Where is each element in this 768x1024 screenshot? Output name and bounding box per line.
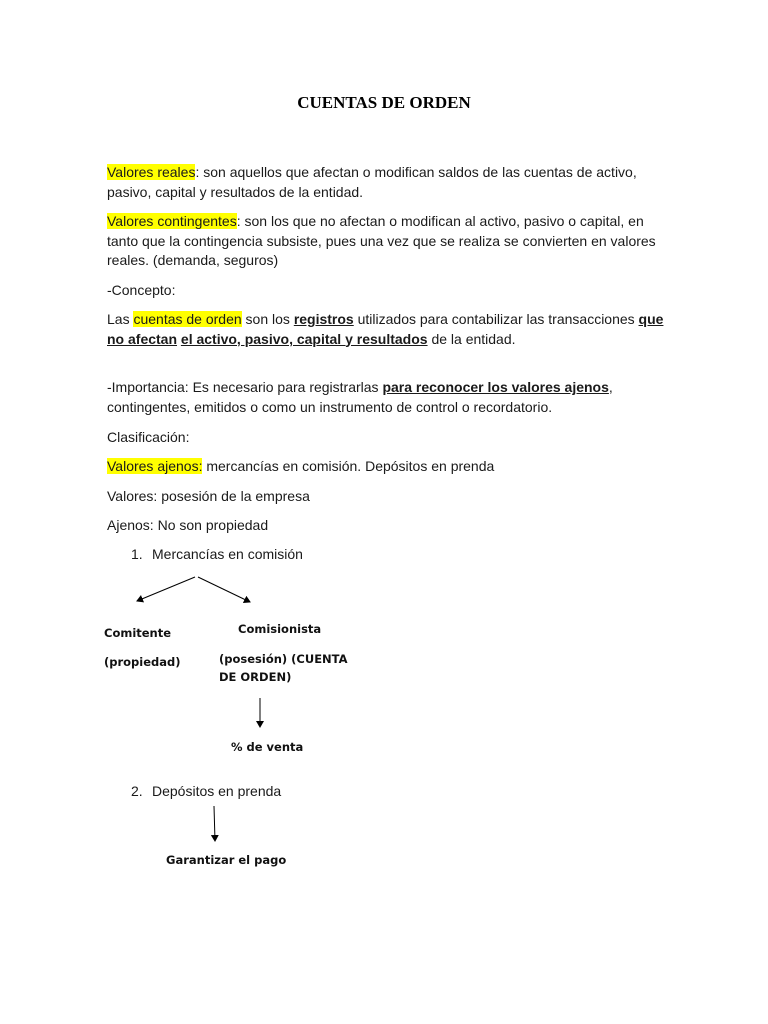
paragraph-valores-posesion: Valores: posesión de la empresa	[107, 488, 310, 504]
paragraph-text: mercancías en comisión. Depósitos en prenda	[202, 458, 495, 474]
arrow-to-comitente	[137, 577, 195, 601]
highlight-valores-contingentes: Valores contingentes	[107, 213, 237, 229]
paragraph-text: : son aquellos que afectan o modifican saldos de las cuentas de activo, pasivo, capital y resultados de la entidad.	[107, 164, 637, 200]
paragraph-text: utilizados para contabilizar las transacciones	[353, 311, 639, 327]
paragraph-concepto: -Concepto:	[107, 282, 176, 298]
bold-activo-pasivo: el activo, pasivo, capital y resultados	[180, 330, 428, 347]
highlight-cuentas-de-orden: cuentas de orden	[133, 311, 242, 327]
label-posesion-line1: (posesión) (CUENTA	[219, 652, 348, 666]
bold-valores-ajenos: para reconocer los valores ajenos	[382, 379, 609, 395]
bold-registros: registros	[293, 311, 354, 327]
paragraph-text: -Importancia: Es necesario para registrarlas	[107, 379, 383, 395]
label-posesion-line2: DE ORDEN)	[219, 670, 292, 684]
list-number: 1.	[131, 546, 143, 562]
list-number: 2.	[131, 783, 143, 799]
highlight-valores-reales: Valores reales	[107, 164, 196, 180]
label-comitente: Comitente	[104, 626, 172, 640]
paragraph-text: : son los que no afectan o modifican al activo, pasivo o capital, en tanto que la contingencia subsiste, pues una vez que se realiza se convierten en valores reales. (demanda, seguros)	[107, 213, 656, 268]
arrow-to-comisionista	[198, 577, 250, 602]
bold-que-no-afectan: que no afectan	[107, 311, 664, 347]
paragraph-ajenos: Ajenos: No son propiedad	[107, 517, 269, 533]
paragraph-text: de la entidad.	[427, 330, 516, 347]
paragraph-clasificacion: Clasificación:	[107, 429, 190, 445]
paragraph-text: , contingentes, emitidos o como un instrumento de control o recordatorio.	[107, 379, 613, 415]
list-item	[131, 782, 281, 801]
page-title: CUENTAS DE ORDEN	[297, 93, 471, 112]
label-porcentaje-venta: % de venta	[231, 740, 304, 754]
highlight-valores-ajenos: Valores ajenos:	[107, 458, 203, 474]
label-comisionista: Comisionista	[238, 622, 322, 636]
list-item-text: Mercancías en comisión	[152, 546, 303, 562]
arrow-to-garantizar	[214, 806, 215, 841]
label-garantizar-pago: Garantizar el pago	[166, 853, 287, 867]
list-item-text: Depósitos en prenda	[152, 783, 282, 799]
paragraph-text: Las	[107, 311, 134, 327]
paragraph-text: son los	[241, 311, 294, 327]
label-propiedad: (propiedad)	[104, 655, 181, 669]
